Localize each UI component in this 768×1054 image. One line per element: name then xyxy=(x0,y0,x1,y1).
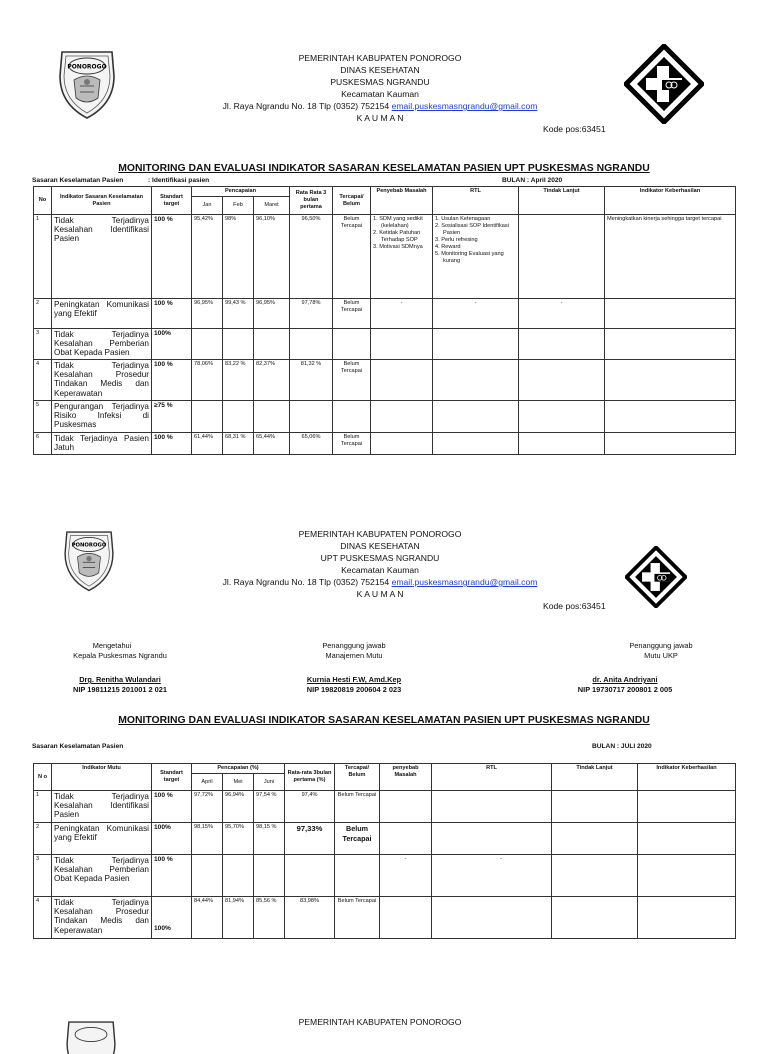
col-indikator: Indikator Sasaran Keselamatan Pasien xyxy=(52,187,152,215)
rtl-item: 4. Reward xyxy=(435,244,461,250)
cell-penyebab xyxy=(371,215,433,299)
sig-name: dr. Anita Andriyani xyxy=(592,675,658,684)
cell-m2 xyxy=(223,401,254,433)
cell-penyebab xyxy=(380,823,432,855)
cell-no: 1 xyxy=(34,215,52,299)
cell-tindak xyxy=(552,791,638,823)
letterhead-line: DINAS KESEHATAN xyxy=(340,65,420,75)
cell-standart: 100 % xyxy=(152,299,192,329)
sasaran-value: : Identifikasi pasien xyxy=(148,177,210,184)
cell-m2 xyxy=(223,329,254,360)
col-indikator: Indikator Mutu xyxy=(52,764,152,791)
cell-rata: 96,50% xyxy=(290,215,333,299)
cell-status xyxy=(333,401,371,433)
cell-indikator: Tidak Terjadinya Kesalahan Identifikasi Pasien xyxy=(52,791,152,823)
cell-m2: 95,70% xyxy=(223,823,254,855)
letterhead-city: K A U M A N xyxy=(356,589,404,599)
cell-m1: 61,44% xyxy=(192,433,223,455)
cell-m3: 65,44% xyxy=(254,433,290,455)
penyebab-item: 2. Ketidak Patuhan Terhadap SOP xyxy=(373,230,421,243)
cell-indikator: Tidak Terjadinya Kesalahan Prosedur Tindakan Medis dan Keperawatan xyxy=(52,897,152,939)
cell-keberhasilan xyxy=(638,855,736,897)
cell-tindak xyxy=(552,897,638,939)
col-pencapaian: Pencapaian xyxy=(192,187,290,197)
letterhead-line: PEMERINTAH KABUPATEN PONOROGO xyxy=(298,1017,462,1027)
cell-m2: 96,94% xyxy=(223,791,254,823)
cell-status xyxy=(333,329,371,360)
letterhead-line: PEMERINTAH KABUPATEN PONOROGO xyxy=(298,53,462,63)
cell-penyebab xyxy=(371,329,433,360)
table-row xyxy=(34,329,736,360)
cell-keberhasilan xyxy=(605,329,736,360)
cell-m1: 98,15% xyxy=(192,823,223,855)
col-tindak: Tindak Lanjut xyxy=(519,187,605,215)
col-month: Juni xyxy=(254,774,285,791)
cell-status: Belum Tercapai xyxy=(333,360,371,401)
cell-standart: 100 % xyxy=(152,215,192,299)
cell-m1: 96,95% xyxy=(192,299,223,329)
sig-nip: NIP 19730717 200801 2 005 xyxy=(577,685,673,694)
letterhead-line: DINAS KESEHATAN xyxy=(340,541,420,551)
cell-standart: 100% xyxy=(152,823,192,855)
cell-tindak xyxy=(552,855,638,897)
cell-m3 xyxy=(254,329,290,360)
cell-no: 2 xyxy=(34,299,52,329)
cell-m2: 99,43 % xyxy=(223,299,254,329)
signature-manajemen-mutu xyxy=(254,641,454,695)
cell-tindak: - xyxy=(519,299,605,329)
cell-no: 6 xyxy=(34,433,52,455)
sig-role2: Manajemen Mutu xyxy=(325,651,383,660)
cell-status: Belum Tercapai xyxy=(335,791,380,823)
cell-standart: 100 % xyxy=(152,360,192,401)
col-penyebab: Penyebab Masalah xyxy=(371,187,433,215)
cell-keberhasilan: Meningkatkan kinerja sehingga target tercapai xyxy=(605,215,736,299)
cell-m1: 78,06% xyxy=(192,360,223,401)
cell-keberhasilan xyxy=(605,360,736,401)
cell-rtl xyxy=(432,791,552,823)
cell-no: 3 xyxy=(34,855,52,897)
col-month: Mei xyxy=(223,774,254,791)
cell-tindak xyxy=(519,401,605,433)
cell-rata xyxy=(285,855,335,897)
penyebab-item: 1. SDM yang sedikit (kelelahan) xyxy=(373,216,423,229)
cell-indikator: Peningkatan Komunikasi yang Efektif xyxy=(52,823,152,855)
table-row xyxy=(34,433,736,455)
letterhead-line: Kecamatan Kauman xyxy=(341,565,419,575)
cell-status: Belum Tercapai xyxy=(335,897,380,939)
cell-status: Belum Tercapai xyxy=(333,215,371,299)
cell-indikator: Pengurangan Terjadinya Risiko Infeksi di Puskesmas xyxy=(52,401,152,433)
cell-m3: 82,37% xyxy=(254,360,290,401)
col-keberhasilan: Indikator Keberhasilan xyxy=(638,764,736,791)
bulan-label: BULAN : April 2020 xyxy=(502,177,563,184)
section2-title: MONITORING DAN EVALUASI INDIKATOR SASARAN KESELAMATAN PASIEN UPT PUSKESMAS NGRANDU xyxy=(118,715,650,726)
cell-rtl xyxy=(433,360,519,401)
email-link[interactable]: email.puskesmasngrandu@gmail.com xyxy=(391,101,538,111)
letterhead-line: Kecamatan Kauman xyxy=(341,89,419,99)
rtl-item: 1. Usulan Ketenagaan xyxy=(435,216,491,222)
cell-rtl xyxy=(432,823,552,855)
letterhead-city: K A U M A N xyxy=(356,113,404,123)
col-month: Jan xyxy=(192,197,223,215)
cell-m3: 96,95% xyxy=(254,299,290,329)
section1-title: MONITORING DAN EVALUASI INDIKATOR SASARAN KESELAMATAN PASIEN UPT PUSKESMAS NGRANDU xyxy=(118,163,650,174)
col-month: Feb xyxy=(223,197,254,215)
col-pencapaian: Pencapaian (%) xyxy=(192,764,285,774)
cell-no: 2 xyxy=(34,823,52,855)
monitoring-table-april xyxy=(33,186,736,455)
col-month: April xyxy=(192,774,223,791)
col-tercapai: Tercapai/ Belum xyxy=(335,764,380,791)
col-rtl: RTL xyxy=(433,187,519,215)
cell-m3 xyxy=(254,855,285,897)
letterhead-3 xyxy=(170,1016,590,1028)
cell-rtl xyxy=(433,401,519,433)
cell-indikator: Tidak Terjadinya Kesalahan Pemberian Obat Kepada Pasien xyxy=(52,855,152,897)
cell-standart: 100% xyxy=(152,897,192,939)
district-seal-logo xyxy=(52,46,122,121)
sig-role1: Penanggung jawab xyxy=(629,641,693,650)
svg-text:PONOROGO: PONOROGO xyxy=(67,63,107,71)
cell-rata: 97,4% xyxy=(285,791,335,823)
cell-tindak xyxy=(519,360,605,401)
signature-kepala xyxy=(20,641,220,695)
kode-pos: Kode pos:63451 xyxy=(543,601,606,611)
cell-keberhasilan xyxy=(638,791,736,823)
table-row xyxy=(34,299,736,329)
rtl-item: 5. Monitoring Evaluasi yang kurang xyxy=(435,251,504,264)
cell-no: 5 xyxy=(34,401,52,433)
svg-text:PONOROGO: PONOROGO xyxy=(71,542,107,549)
sig-nip: NIP 19820819 200604 2 023 xyxy=(306,685,402,694)
col-standart: Standart target xyxy=(152,764,192,791)
cell-tindak xyxy=(519,215,605,299)
letterhead-line: PEMERINTAH KABUPATEN PONOROGO xyxy=(298,529,462,539)
district-seal-logo xyxy=(60,1014,122,1054)
letterhead-address: Jl. Raya Ngrandu No. 18 Tlp (0352) 752154 email.puskesmasngrandu@gmail.com xyxy=(222,101,538,111)
col-penyebab: penyebab Masalah xyxy=(380,764,432,791)
sig-nip: NIP 19811215 201001 2 021 xyxy=(73,685,167,694)
cell-rata xyxy=(290,329,333,360)
cell-tindak xyxy=(552,823,638,855)
cell-no: 4 xyxy=(34,360,52,401)
cell-m1 xyxy=(192,401,223,433)
cell-indikator: Tidak Terjadinya Kesalahan Prosedur Tindakan Medis dan Keperawatan xyxy=(52,360,152,401)
cell-penyebab: - xyxy=(380,855,432,897)
cell-rtl xyxy=(433,215,519,299)
cell-penyebab xyxy=(380,791,432,823)
signature-mutu-ukp xyxy=(520,641,730,695)
letterhead-address: Jl. Raya Ngrandu No. 18 Tlp (0352) 752154 email.puskesmasngrandu@gmail.com xyxy=(222,577,538,587)
cell-m2: 81,94% xyxy=(223,897,254,939)
district-seal-logo xyxy=(58,524,120,596)
cell-m1: 84,44% xyxy=(192,897,223,939)
bulan-label: BULAN : JULI 2020 xyxy=(592,743,652,750)
table-row xyxy=(34,855,736,897)
col-rata: Rata Rata 3 bulan pertama xyxy=(290,187,333,215)
cell-m2: 98% xyxy=(223,215,254,299)
sig-role2: Mutu UKP xyxy=(644,651,678,660)
col-tindak: Tindak Lanjut xyxy=(552,764,638,791)
cell-m3: 96,10% xyxy=(254,215,290,299)
cell-status: Belum Tercapai xyxy=(333,433,371,455)
cell-rata: 65,06% xyxy=(290,433,333,455)
col-rtl: RTL xyxy=(432,764,552,791)
cell-m2: 83,22 % xyxy=(223,360,254,401)
cell-penyebab xyxy=(371,401,433,433)
cell-m2: 68,31 % xyxy=(223,433,254,455)
sasaran-label: Sasaran Keselamatan Pasien xyxy=(32,743,124,750)
cell-m1: 97,72% xyxy=(192,791,223,823)
table-row xyxy=(34,791,736,823)
letterhead-2 xyxy=(170,528,590,600)
col-standart: Standart target xyxy=(152,187,192,215)
col-keberhasilan: Indikator Keberhasilan xyxy=(605,187,736,215)
cell-status xyxy=(335,855,380,897)
cell-standart: ≥75 % xyxy=(152,401,192,433)
letterhead-line: UPT PUSKESMAS NGRANDU xyxy=(320,553,440,563)
cell-rata: 83,98% xyxy=(285,897,335,939)
cell-m1: 95,42% xyxy=(192,215,223,299)
cell-m2 xyxy=(223,855,254,897)
cell-rtl: - xyxy=(433,299,519,329)
table-row xyxy=(34,401,736,433)
cell-m1 xyxy=(192,855,223,897)
penyebab-item: 3. Motivasi SDMnya xyxy=(373,244,423,250)
cell-penyebab: - xyxy=(371,299,433,329)
cell-indikator: Peningkatan Komunikasi yang Efektif xyxy=(52,299,152,329)
cell-rtl xyxy=(432,897,552,939)
cell-rata: 97,33% xyxy=(285,823,335,855)
col-no: No xyxy=(34,187,52,215)
sig-name: Drg. Renitha Wulandari xyxy=(79,675,161,684)
table-row xyxy=(34,215,736,299)
cell-m3: 97,54 % xyxy=(254,791,285,823)
sig-role1: Mengetahui xyxy=(92,641,132,650)
cell-penyebab xyxy=(380,897,432,939)
cell-keberhasilan xyxy=(605,299,736,329)
cell-penyebab xyxy=(371,433,433,455)
letterhead-line: PUSKESMAS NGRANDU xyxy=(330,77,430,87)
col-rata: Rata-rata 3bulan pertama (%) xyxy=(285,764,335,791)
cell-standart: 100 % xyxy=(152,791,192,823)
puskesmas-logo xyxy=(625,546,687,608)
cell-m3 xyxy=(254,401,290,433)
cell-rtl xyxy=(433,433,519,455)
cell-m3: 85,56 % xyxy=(254,897,285,939)
cell-rata xyxy=(290,401,333,433)
cell-m3: 98,15 % xyxy=(254,823,285,855)
puskesmas-logo xyxy=(624,44,704,124)
cell-tindak xyxy=(519,329,605,360)
cell-keberhasilan xyxy=(605,433,736,455)
sig-role1: Penanggung jawab xyxy=(322,641,386,650)
cell-rtl xyxy=(433,329,519,360)
kode-pos: Kode pos:63451 xyxy=(543,124,606,134)
email-link[interactable]: email.puskesmasngrandu@gmail.com xyxy=(391,577,538,587)
sig-role2: Kepala Puskesmas Ngrandu xyxy=(73,651,167,660)
table-row xyxy=(34,360,736,401)
cell-indikator: Tidak Terjadinya Pasien Jatuh xyxy=(52,433,152,455)
col-month: Maret xyxy=(254,197,290,215)
cell-no: 4 xyxy=(34,897,52,939)
cell-penyebab xyxy=(371,360,433,401)
col-no: N o xyxy=(34,764,52,791)
table-row xyxy=(34,897,736,939)
sasaran-label: Sasaran Keselamatan Pasien xyxy=(32,177,124,184)
cell-tindak xyxy=(519,433,605,455)
cell-standart: 100 % xyxy=(152,855,192,897)
cell-m1 xyxy=(192,329,223,360)
cell-status: Belum Tercapai xyxy=(333,299,371,329)
cell-standart: 100 % xyxy=(152,433,192,455)
col-tercapai: Tercapai/ Belum xyxy=(333,187,371,215)
cell-standart: 100% xyxy=(152,329,192,360)
cell-rata: 97,78% xyxy=(290,299,333,329)
cell-rtl: - xyxy=(432,855,552,897)
cell-indikator: Tidak Terjadinya Kesalahan Pemberian Obat Kepada Pasien xyxy=(52,329,152,360)
rtl-item: 3. Perlu refresing xyxy=(435,237,478,243)
cell-keberhasilan xyxy=(638,823,736,855)
sig-name: Kurnia Hesti F.W, Amd.Kep xyxy=(306,675,402,684)
cell-keberhasilan xyxy=(605,401,736,433)
cell-no: 3 xyxy=(34,329,52,360)
letterhead-1 xyxy=(170,52,590,124)
rtl-item: 2. Sosialisasi SOP Identifikasi Pasien xyxy=(435,223,509,236)
cell-status: Belum Tercapai xyxy=(335,823,380,855)
cell-indikator: Tidak Terjadinya Kesalahan Identifikasi Pasien xyxy=(52,215,152,299)
table-row xyxy=(34,823,736,855)
cell-no: 1 xyxy=(34,791,52,823)
monitoring-table-juli xyxy=(33,763,736,939)
cell-keberhasilan xyxy=(638,897,736,939)
cell-rata: 81,32 % xyxy=(290,360,333,401)
